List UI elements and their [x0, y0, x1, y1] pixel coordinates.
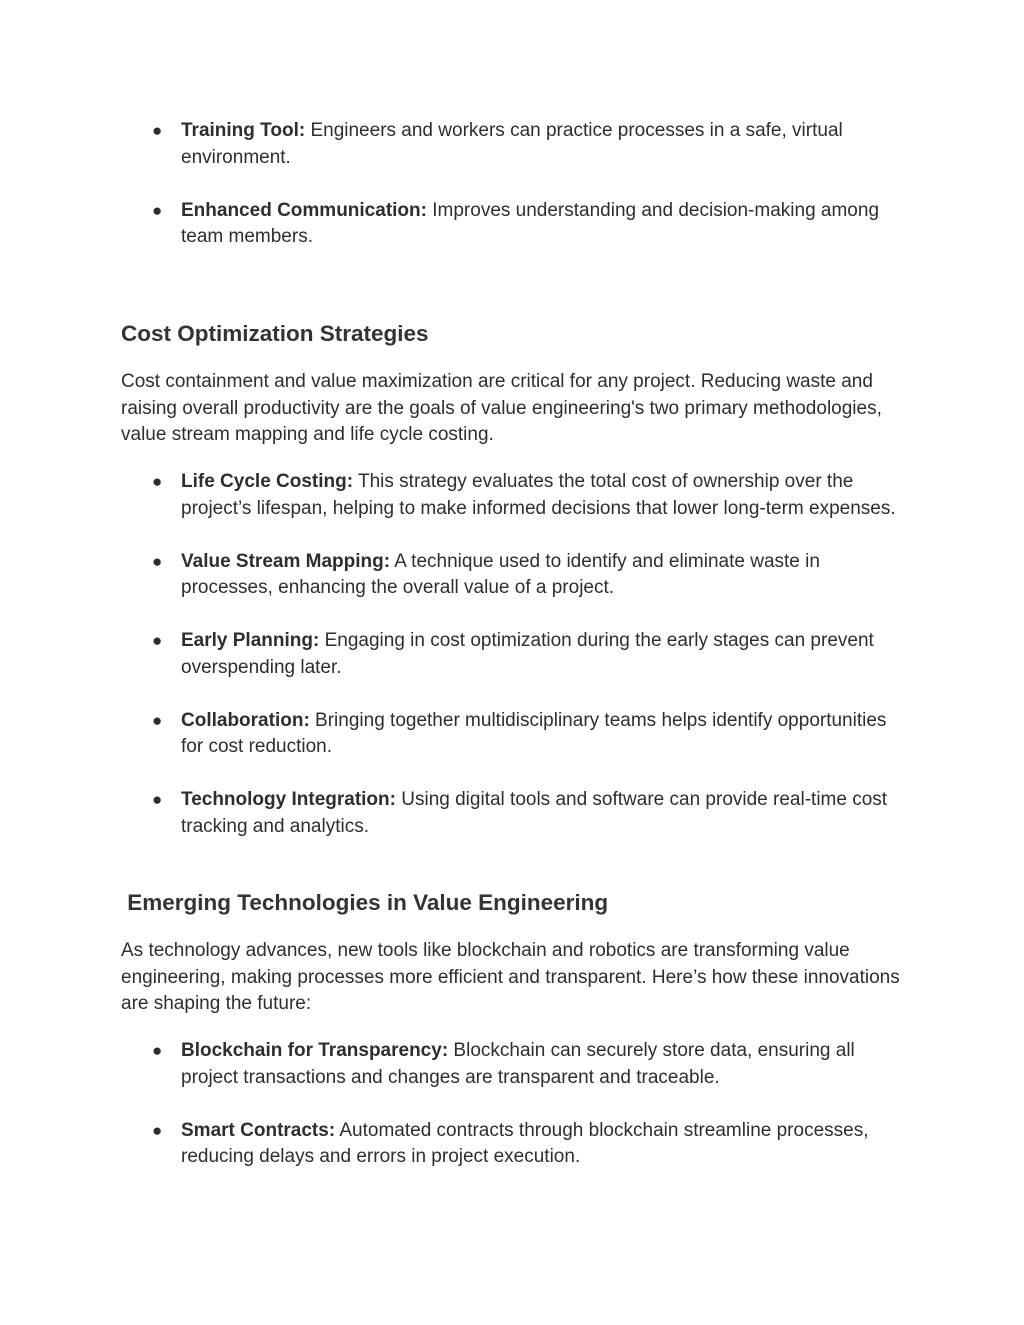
bullet-icon: ●	[152, 472, 163, 491]
list-item	[121, 1038, 901, 1091]
list-item-term: Smart Contracts:	[181, 1119, 336, 1141]
bullet-icon: ●	[152, 1041, 163, 1060]
section-heading: Cost Optimization Strategies	[121, 321, 429, 346]
bullet-list-top	[121, 118, 901, 251]
section-paragraph: Cost containment and value maximization are critical for any project. Reducing waste and raising overall productivity are the goals of value engineering's two primary methodologies, value stream mapping and life cycle costing.	[121, 371, 882, 445]
list-item	[121, 708, 901, 761]
list-item	[121, 1118, 901, 1171]
bullet-list-emerging	[121, 1038, 901, 1171]
list-item-term: Enhanced Communication:	[181, 199, 427, 221]
bullet-icon: ●	[152, 710, 163, 730]
list-item-text: Automated contracts through blockchain streamline processes, reducing delays and errors in project execution.	[181, 1119, 869, 1167]
section-paragraph: As technology advances, new tools like blockchain and robotics are transforming value engineering, making processes more efficient and transparent. Here’s how these innovations are shaping the future:	[121, 940, 900, 1014]
list-item-text: Engaging in cost optimization during the early stages can prevent overspending later.	[181, 630, 874, 678]
list-item-text: Engineers and workers can practice processes in a safe, virtual environment.	[181, 120, 843, 168]
list-item-text: A technique used to identify and eliminate waste in processes, enhancing the overall value of a project.	[181, 550, 820, 598]
bullet-icon: ●	[152, 200, 163, 220]
list-item-term: Blockchain for Transparency:	[181, 1040, 449, 1061]
list-item	[121, 628, 901, 681]
list-item	[121, 198, 901, 251]
list-item-text: Blockchain can securely store data, ensuring all project transactions and changes are transparent and traceable.	[181, 1040, 855, 1088]
list-item-term: Collaboration:	[181, 709, 310, 731]
section-heading: Emerging Technologies in Value Engineering	[121, 890, 609, 915]
bullet-icon: ●	[152, 121, 163, 140]
list-item-text: Bringing together multidisciplinary teams helps identify opportunities for cost reduction.	[181, 709, 887, 757]
list-item	[121, 549, 901, 602]
section-emerging-technologies	[121, 888, 901, 918]
list-item-term: Training Tool:	[181, 120, 306, 141]
list-item	[121, 469, 901, 522]
list-item	[121, 118, 901, 171]
bullet-list-cost	[121, 469, 901, 840]
list-item-text: Using digital tools and software can provide real-time cost tracking and analytics.	[181, 789, 888, 837]
list-item-term: Life Cycle Costing:	[181, 471, 354, 492]
list-item-text: Improves understanding and decision-making among team members.	[181, 199, 880, 247]
list-item-term: Technology Integration:	[181, 789, 396, 810]
list-item-text: This strategy evaluates the total cost of ownership over the project’s lifespan, helping to make informed decisions that lower long-term expenses.	[181, 471, 896, 519]
list-item-term: Value Stream Mapping:	[181, 550, 391, 572]
section-paragraph-wrap	[121, 938, 901, 1018]
section-paragraph-wrap	[121, 369, 901, 449]
bullet-icon: ●	[152, 551, 163, 571]
list-item-term: Early Planning:	[181, 630, 320, 651]
list-item	[121, 787, 901, 840]
bullet-icon: ●	[152, 790, 163, 809]
bullet-icon: ●	[152, 631, 163, 650]
bullet-icon: ●	[152, 1120, 163, 1140]
section-cost-optimization	[121, 319, 901, 349]
